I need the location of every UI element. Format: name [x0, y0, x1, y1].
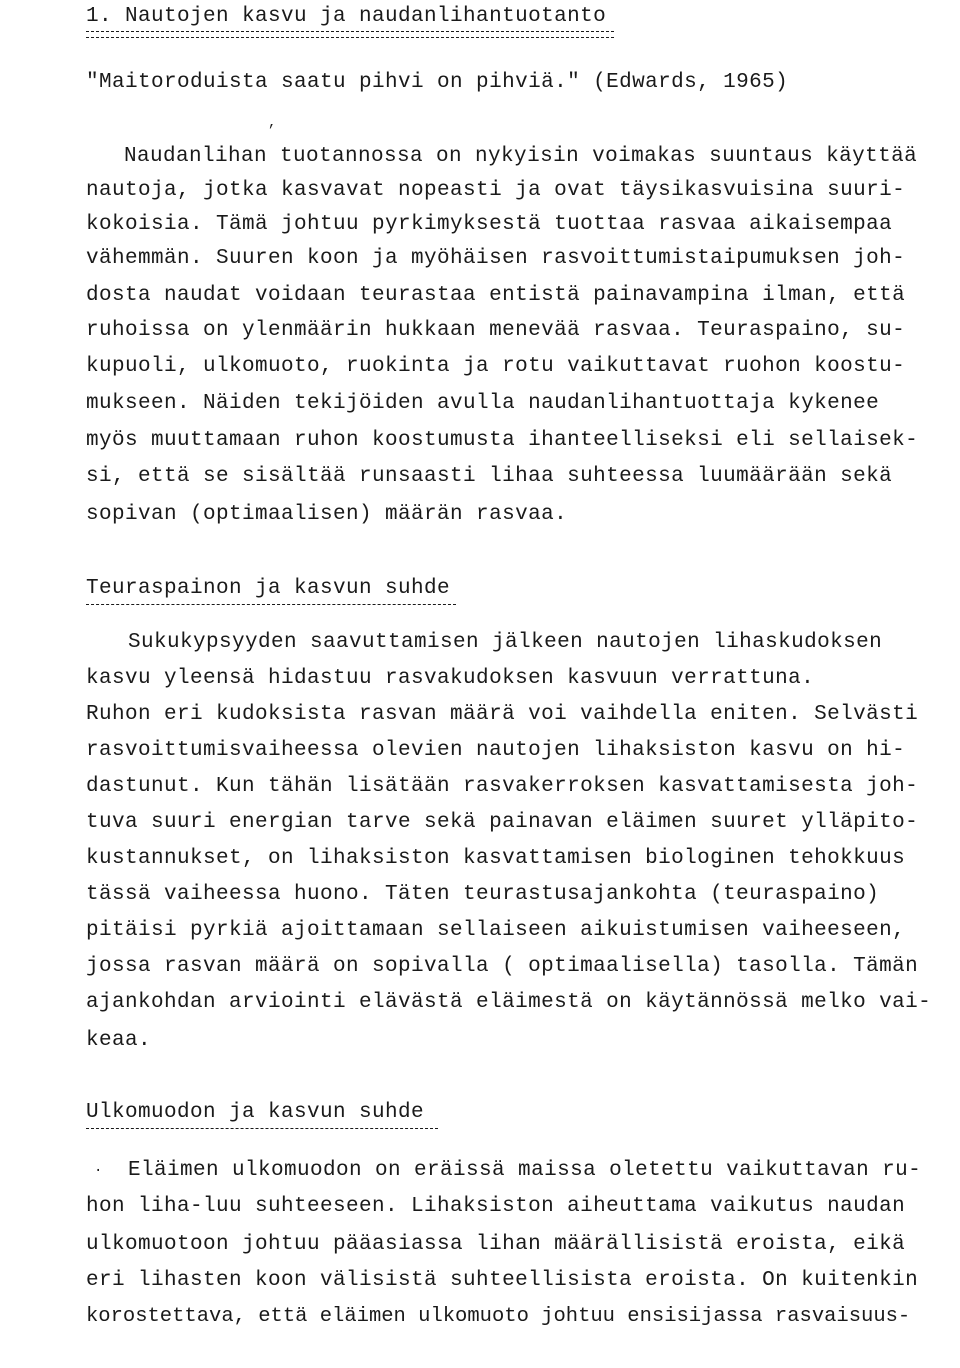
paragraph-line: Eläimen ulkomuodon on eräissä maissa oletettu vaikuttavan ru- — [128, 1159, 922, 1182]
paragraph-line: vähemmän. Suuren koon ja myöhäisen rasvoittumistaipumuksen joh- — [86, 247, 906, 270]
paragraph-line: ulkomuotoon johtuu pääasiassa lihan määrällisistä eroista, eikä — [86, 1233, 906, 1256]
heading-underline — [86, 604, 456, 605]
paragraph-line: mukseen. Näiden tekijöiden avulla naudanlihantuottaja kykenee — [86, 392, 880, 415]
stray-mark: , — [268, 115, 277, 131]
paragraph-line: tässä vaiheessa huono. Täten teurastusajankohta (teuraspaino) — [86, 883, 880, 906]
paragraph-line: si, että se sisältää runsaasti lihaa suhteessa luumäärään sekä — [86, 465, 893, 488]
paragraph-line: eri lihasten koon välisistä suhteellisista eroista. On kuitenkin — [86, 1269, 919, 1292]
epigraph-quote: "Maitoroduista saatu pihvi on pihviä." (Edwards, 1965) — [86, 71, 789, 94]
stray-mark: · — [94, 1163, 103, 1179]
paragraph-line: kasvu yleensä hidastuu rasvakudoksen kasvuun verrattuna. — [86, 667, 815, 690]
paragraph-line: Ruhon eri kudoksista rasvan määrä voi vaihdella eniten. Selvästi — [86, 703, 919, 726]
paragraph-line: ajankohdan arviointi elävästä eläimestä on käytännössä melko vai- — [86, 991, 932, 1014]
paragraph-line: dastunut. Kun tähän lisätään rasvakerroksen kasvattamisesta joh- — [86, 775, 919, 798]
paragraph-line: nautoja, jotka kasvavat nopeasti ja ovat täysikasvuisina suuri- — [86, 179, 906, 202]
paragraph-line: kokoisia. Tämä johtuu pyrkimyksestä tuottaa rasvaa aikaisempaa — [86, 213, 893, 236]
section-title: 1. Nautojen kasvu ja naudanlihantuotanto — [86, 5, 607, 28]
heading-underline — [86, 1128, 438, 1129]
paragraph-line: Sukukypsyyden saavuttamisen jälkeen nautojen lihaskudoksen — [128, 631, 883, 654]
title-double-underline — [86, 31, 614, 38]
paragraph-line: dosta naudat voidaan teurastaa entistä painavampina ilman, että — [86, 284, 906, 307]
paragraph-line: korostettava, että eläimen ulkomuoto johtuu ensisijassa rasvaisuus- — [86, 1305, 911, 1328]
paragraph-line: sopivan (optimaalisen) määrän rasvaa. — [86, 503, 568, 526]
paragraph-line: ruhoissa on ylenmäärin hukkaan menevää rasvaa. Teuraspaino, su- — [86, 319, 906, 342]
paragraph-line: tuva suuri energian tarve sekä painavan eläimen suuret ylläpito- — [86, 811, 919, 834]
section-heading: Teuraspainon ja kasvun suhde — [86, 577, 451, 600]
paragraph-line: kustannukset, on lihaksiston kasvattamisen biologinen tehokkuus — [86, 847, 906, 870]
paragraph-line: keaa. — [86, 1029, 152, 1052]
paragraph-line: pitäisi pyrkiä ajoittamaan sellaiseen aikuistumisen vaiheeseen, — [86, 919, 906, 942]
paragraph-line: kupuoli, ulkomuoto, ruokinta ja rotu vaikuttavat ruohon koostu- — [86, 355, 906, 378]
paragraph-line: Naudanlihan tuotannossa on nykyisin voimakas suuntaus käyttää — [124, 145, 918, 168]
paragraph-line: hon liha-luu suhteeseen. Lihaksiston aiheuttama vaikutus naudan — [86, 1195, 906, 1218]
paragraph-line: myös muuttamaan ruhon koostumusta ihanteelliseksi eli sellaisek- — [86, 429, 919, 452]
paragraph-line: jossa rasvan määrä on sopivalla ( optimaalisella) tasolla. Tämän — [86, 955, 919, 978]
paragraph-line: rasvoittumisvaiheessa olevien nautojen lihaksiston kasvu on hi- — [86, 739, 906, 762]
section-heading: Ulkomuodon ja kasvun suhde — [86, 1101, 425, 1124]
